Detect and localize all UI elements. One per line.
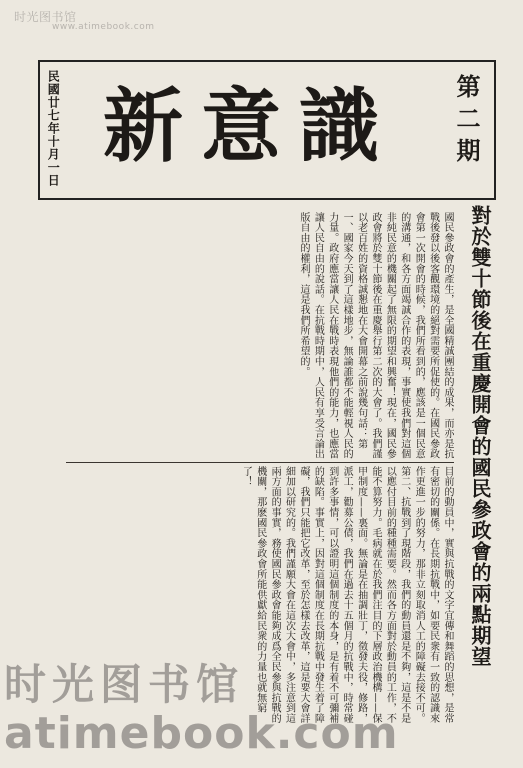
article-body-lower: 目前的動員中，實與抗戰的文字宜傳和舞蹈的思想，是常有密切的關係。在長期抗戰中，如要民衆有一致的認識來作更進一步的努力，那非立刻取消人工的障礙去接不可。第二、抗戰到了現階段，我們的動員還是不夠，這是不是以應付目前的種種需要。然而各方面對於動員的工作，不能不算努力。毛病就在於我們注目的下層政治機構——保甲制度——裏面。無論是在抽調壯丁，徵發夫役，修路，派工，勸募公債，我們在過去十五個月的抗戰中，時常碰到許多事情，可以證明這個制度的本身，是有着不可彌補的缺陷。事實上，因對這個制度在長期抗戰中發生着了障礙，我們只能把它改革，至於怎樣去改革，這是要大會詳細加以研究的。我們謹願大會在這次大會中，多注意到這兩方面的事實，務使國民參政會能夠成爲全民參與抗戰的機關，那麽國民參政會所能供獻給民衆的力量也就無窮了！ xyxy=(240,466,453,724)
article-body-upper: 國民參政會的產生，是全國精誠團結的成果，而亦是抗戰後發以後客觀環境的絕對需要所促使的。在國民參政會第一次開會的時候，我們所看到的，應該是一個民意的溝通，和各方面竭誠合作的表現，事實使我們對這個非純民意的機關起了無限的期望和興奮！現在，國民參政會將於雙十節後在重慶舉行第二次的大會了。我們謹以老百姓的資格誠懇地在大會開幕之前說幾句話：第一、國家今天到了這樣地步，無論誰都不能輕視人民的力量。政府應當讓人民在戰時表現他們的能力，也應當讓人民自由的說話。在抗戰時期中，人民有享受言論出版自由的權利，這是我們所希望的。 xyxy=(297,212,453,460)
watermark-bottom-url: atimebook.com xyxy=(4,708,399,759)
section-divider xyxy=(66,462,454,463)
article-title: 對於雙十節後在重慶開會的國民參政會的兩點期望 xyxy=(468,205,492,667)
watermark-top-url: www.atimebook.com xyxy=(52,22,155,32)
watermark-top-cn: 时光图书馆 xyxy=(14,10,77,24)
publication-date: 民國廿七年十月一日 xyxy=(46,70,61,187)
masthead-box xyxy=(38,60,496,200)
issue-number: 第二期 xyxy=(452,74,481,170)
masthead-title: 新意識 xyxy=(103,79,397,173)
watermark-bottom-cn: 时光图书馆 xyxy=(4,660,245,709)
